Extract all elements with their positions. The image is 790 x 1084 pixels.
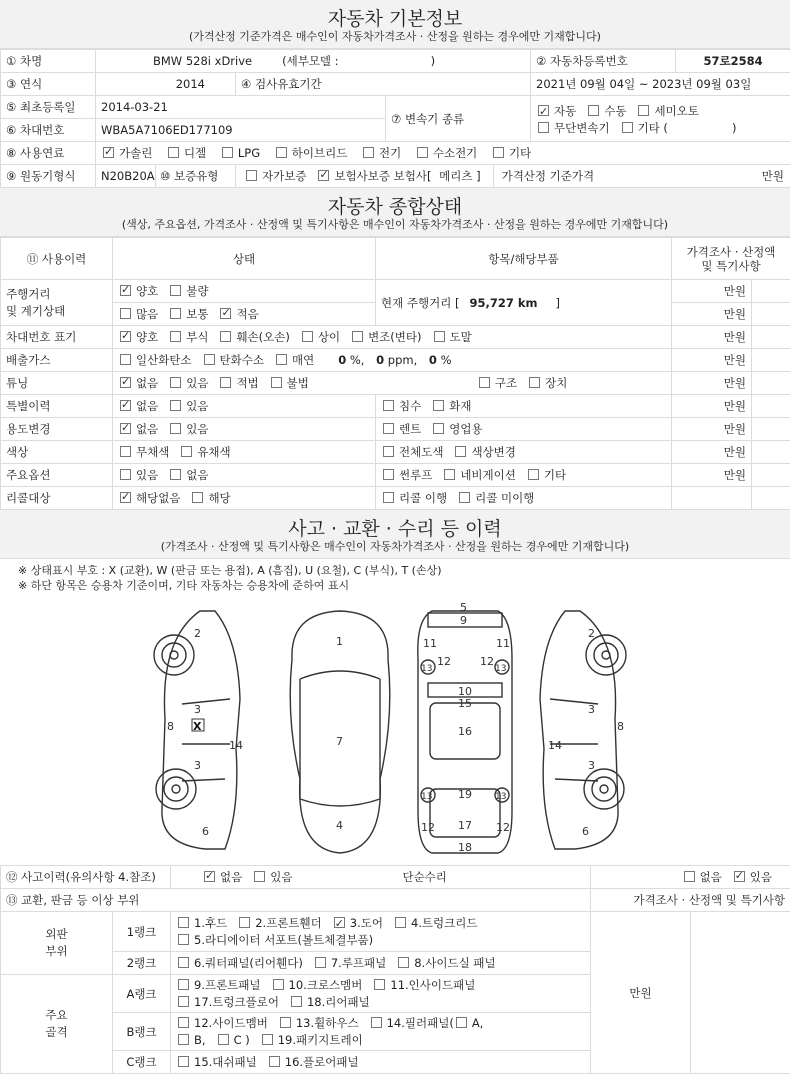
warranty-close: ]	[476, 169, 481, 183]
part11-label: 11.인사이드패널	[390, 977, 476, 992]
first-reg-label: ⑤ 최초등록일	[1, 96, 96, 119]
pillar-b-checkbox[interactable]	[178, 1034, 189, 1045]
main-label2: 골격	[45, 1025, 68, 1039]
svg-text:12: 12	[437, 655, 451, 668]
recall-done-checkbox[interactable]	[383, 492, 394, 503]
achromatic-label: 무채색	[136, 445, 170, 459]
special-none-checkbox[interactable]	[120, 400, 131, 411]
accident-subtitle: (가격조사 · 산정액 및 특기사항은 매수인이 자동차가격조사 · 산정을 원하는 경우에만 기재합니다)	[160, 540, 630, 553]
simple-repair-label: 단순수리	[402, 870, 447, 884]
accident-history-label: ⑫ 사고이력(유의사항 4.참조)	[1, 866, 171, 889]
recall-not-checkbox[interactable]	[459, 492, 470, 503]
chromatic-checkbox[interactable]	[181, 446, 192, 457]
mileage-normal-label: 보통	[186, 307, 209, 321]
usage-none-checkbox[interactable]	[120, 423, 131, 434]
mileage-few-checkbox[interactable]	[220, 308, 231, 319]
vin-diff-checkbox[interactable]	[302, 331, 313, 342]
mileage-close: ]	[555, 295, 560, 310]
navigation-label: 네비게이션	[460, 468, 516, 482]
trans-semi-label: 세미오토	[654, 103, 699, 118]
svg-text:1: 1	[336, 635, 343, 648]
svg-text:3: 3	[588, 703, 595, 716]
fuel-hydrogen-checkbox[interactable]	[417, 147, 428, 158]
options-none-label: 없음	[186, 468, 209, 482]
fuel-lpg-label: LPG	[237, 146, 261, 160]
fuel-other-label: 기타	[508, 146, 532, 160]
inspection-period: 2021년 09월 04일 ~ 2023년 09월 03일	[531, 73, 790, 96]
car-name: BMW 528i xDrive	[153, 54, 253, 68]
fuel-hybrid-checkbox[interactable]	[276, 147, 287, 158]
note-passenger: ※ 하단 항목은 승용차 기준이며, 기타 자동차는 승용차에 준하여 표시	[18, 579, 350, 592]
tuning-illegal-label: 불법	[286, 376, 309, 390]
svg-text:13: 13	[495, 792, 507, 802]
svg-text:9: 9	[460, 614, 467, 627]
co-checkbox[interactable]	[120, 354, 131, 365]
year: 2014	[96, 73, 236, 96]
pillar-a-checkbox[interactable]	[456, 1017, 467, 1028]
trans-other-checkbox[interactable]	[622, 122, 633, 133]
recall-not-label: 리콜 미이행	[475, 491, 535, 505]
warranty-self-label: 자가보증	[262, 169, 307, 183]
svg-text:14: 14	[548, 739, 562, 752]
part16-label: 16.플로어패널	[284, 1055, 359, 1069]
part7-label: 7.루프패널	[330, 956, 387, 970]
part18-checkbox[interactable]	[291, 996, 302, 1007]
note-symbols: ※ 상태표시 부호 : X (교환), W (판금 또는 용접), A (흠집), U (요철), C (부식), T (손상)	[18, 564, 442, 577]
mileage-label1: 주행거리	[6, 286, 51, 301]
svg-text:2: 2	[588, 627, 595, 640]
vin-diff-label: 상이	[317, 330, 341, 344]
mileage-many-label: 많음	[136, 307, 159, 321]
svg-text:11: 11	[496, 637, 510, 650]
svg-text:8: 8	[167, 720, 174, 733]
car-diagram	[0, 599, 790, 865]
part7-checkbox[interactable]	[315, 957, 326, 968]
price-unit: 만원	[761, 169, 785, 183]
status-notes	[0, 559, 790, 599]
part13-label: 13.휠하우스	[295, 1015, 359, 1030]
emission-unit-co: %,	[349, 353, 365, 367]
svg-text:5: 5	[460, 601, 467, 614]
part6-label: 6.쿼터패널(리어휀다)	[194, 956, 303, 970]
engine: N20B20A	[96, 165, 156, 187]
tuning-structure-label: 구조	[494, 376, 518, 390]
accident-exist-label: 있음	[270, 870, 293, 884]
part8-label: 8.사이드실 패널	[414, 956, 496, 970]
car-left-side-view	[154, 611, 243, 849]
tuning-device-checkbox[interactable]	[529, 377, 540, 388]
tuning-structure-checkbox[interactable]	[479, 377, 490, 388]
trans-cvt-label: 무단변속기	[554, 120, 610, 135]
reg-no: 57로2584	[676, 50, 790, 73]
svg-text:6: 6	[202, 825, 209, 838]
recall-done-label: 리콜 이행	[399, 491, 448, 505]
special-exist-label: 있음	[186, 399, 209, 413]
part17-checkbox[interactable]	[178, 996, 189, 1007]
svg-text:7: 7	[336, 735, 343, 748]
fuel-gasoline-label: 가솔린	[119, 146, 153, 160]
part12-checkbox[interactable]	[178, 1017, 189, 1028]
part16-checkbox[interactable]	[269, 1056, 280, 1067]
part6-checkbox[interactable]	[178, 957, 189, 968]
mileage-few-label: 적음	[236, 307, 259, 321]
detail-model-label: (세부모델 :	[282, 54, 339, 68]
flood-checkbox[interactable]	[383, 400, 394, 411]
part13-checkbox[interactable]	[280, 1017, 291, 1028]
part1-checkbox[interactable]	[178, 917, 189, 928]
vin-good-checkbox[interactable]	[120, 331, 131, 342]
part11-checkbox[interactable]	[374, 979, 385, 990]
part19-label: 19.패키지트레이	[277, 1032, 363, 1047]
warranty-insurance-checkbox[interactable]	[318, 170, 329, 181]
part15-checkbox[interactable]	[178, 1056, 189, 1067]
color-label: 색상	[1, 441, 113, 464]
svg-text:14: 14	[229, 739, 243, 752]
part10-label: 10.크로스멤버	[288, 977, 363, 992]
svg-text:12: 12	[496, 821, 510, 834]
svg-text:6: 6	[582, 825, 589, 838]
col-history: ⑪ 사용이력	[1, 238, 113, 280]
recall-none-label: 해당없음	[136, 491, 181, 505]
svg-text:12: 12	[421, 821, 435, 834]
mileage-bad-checkbox[interactable]	[170, 285, 181, 296]
col-items: 항목/해당부품	[376, 238, 672, 280]
color-change-checkbox[interactable]	[455, 446, 466, 457]
part9-checkbox[interactable]	[178, 979, 189, 990]
sunroof-label: 썬루프	[399, 468, 433, 482]
part10-checkbox[interactable]	[273, 979, 284, 990]
part17-label: 17.트렁크플로어	[194, 994, 279, 1009]
color-unit: 만원	[672, 441, 752, 464]
trans-manual-checkbox[interactable]	[588, 105, 599, 116]
svg-text:3: 3	[588, 759, 595, 772]
pillar-a-label: A,	[471, 1015, 484, 1030]
trans-cvt-checkbox[interactable]	[538, 122, 549, 133]
recall-yes-checkbox[interactable]	[192, 492, 203, 503]
year-label: ③ 연식	[1, 73, 96, 96]
fuel-diesel-label: 디젤	[183, 146, 207, 160]
part9-label: 9.프론트패널	[194, 977, 261, 992]
svg-text:13: 13	[495, 664, 507, 674]
options-unit: 만원	[672, 464, 752, 487]
trans-manual-label: 수동	[604, 103, 627, 118]
col-status: 상태	[113, 238, 376, 280]
part19-checkbox[interactable]	[262, 1034, 273, 1045]
emission-unit-smoke: %	[440, 353, 452, 367]
current-mileage: 95,727 km	[469, 295, 538, 310]
usage-unit: 만원	[672, 418, 752, 441]
accident-none-label: 없음	[220, 870, 243, 884]
part3-label: 3.도어	[349, 915, 383, 930]
vin-corrosion-checkbox[interactable]	[170, 331, 181, 342]
rankB-label: B랭크	[113, 1013, 171, 1051]
simple-repair-none-checkbox[interactable]	[684, 871, 695, 882]
special-unit: 만원	[672, 395, 752, 418]
pillar-b-label: B,	[194, 1032, 206, 1047]
emission-value-co: 0	[338, 353, 347, 367]
fire-label: 화재	[449, 399, 472, 413]
car-right-side-view	[540, 611, 626, 849]
warranty-label: ⑩ 보증유형	[156, 165, 236, 187]
achromatic-checkbox[interactable]	[120, 446, 131, 457]
svg-text:19: 19	[458, 788, 472, 801]
outer-label: 외판	[45, 927, 68, 941]
fuel-label: ⑧ 사용연료	[1, 142, 96, 165]
part2-checkbox[interactable]	[239, 917, 250, 928]
vin-theft-checkbox[interactable]	[434, 331, 445, 342]
fuel-diesel-checkbox[interactable]	[168, 147, 179, 158]
hc-label: 탄화수소	[219, 353, 264, 367]
business-checkbox[interactable]	[433, 423, 444, 434]
svg-text:15: 15	[458, 697, 472, 710]
main-label: 주요	[45, 1008, 68, 1022]
exchange-label: ⑬ 교환, 판금 등 이상 부위	[1, 889, 591, 912]
part8-checkbox[interactable]	[398, 957, 409, 968]
overall-title: 자동차 종합상태	[327, 196, 463, 218]
part4-label: 4.트렁크리드	[410, 915, 478, 930]
warranty-self-checkbox[interactable]	[246, 170, 257, 181]
vin-good-label: 양호	[136, 330, 159, 344]
svg-text:12: 12	[480, 655, 494, 668]
hc-checkbox[interactable]	[204, 354, 215, 365]
mileage-bad-label: 불량	[186, 284, 209, 298]
pillar-c-label: C )	[233, 1032, 250, 1047]
warranty-insurance-label: 보험사보증 보험사[	[334, 169, 432, 183]
basic-subtitle: (가격산정 기준가격은 매수인이 자동차가격조사 · 산정을 원하는 경우에만 기재합니다)	[189, 30, 601, 43]
pillar-c-checkbox[interactable]	[218, 1034, 229, 1045]
fuel-hydrogen-label: 수소전기	[432, 146, 478, 160]
mileage-normal-checkbox[interactable]	[170, 308, 181, 319]
flood-label: 침수	[399, 399, 422, 413]
simple-repair-none-label: 없음	[699, 870, 722, 884]
accident-exist-checkbox[interactable]	[254, 871, 265, 882]
accident-table	[0, 865, 790, 1074]
fuel-hybrid-label: 하이브리드	[291, 146, 348, 160]
usage-exist-checkbox[interactable]	[170, 423, 181, 434]
options-exist-label: 있음	[136, 468, 159, 482]
fuel-lpg-checkbox[interactable]	[222, 147, 233, 158]
part12-label: 12.사이드멤버	[194, 1015, 268, 1030]
full-paint-checkbox[interactable]	[383, 446, 394, 457]
tuning-none-label: 없음	[136, 376, 159, 390]
outer-label2: 부위	[45, 944, 68, 958]
svg-text:10: 10	[458, 685, 472, 698]
vin-label: ⑥ 차대번호	[1, 119, 96, 142]
recall-none-checkbox[interactable]	[120, 492, 131, 503]
svg-text:3: 3	[194, 703, 201, 716]
overall-subtitle: (색상, 주요옵션, 가격조사 · 산정액 및 특기사항은 매수인이 자동차가격조사 · 산정을 원하는 경우에만 기재합니다)	[121, 218, 669, 231]
navigation-checkbox[interactable]	[444, 469, 455, 480]
mileage-many-checkbox[interactable]	[120, 308, 131, 319]
tuning-exist-checkbox[interactable]	[170, 377, 181, 388]
fuel-gasoline-checkbox[interactable]	[103, 147, 114, 158]
svg-text:18: 18	[458, 841, 472, 854]
mileage-unit-2: 만원	[672, 303, 752, 326]
accident-header	[0, 510, 790, 559]
smoke-label: 매연	[291, 353, 315, 367]
col-price1: 가격조사 · 산정액	[686, 244, 776, 259]
col-price2: 및 특기사항	[701, 258, 761, 273]
options-none-checkbox[interactable]	[170, 469, 181, 480]
tuning-none-checkbox[interactable]	[120, 377, 131, 388]
basic-title: 자동차 기본정보	[327, 8, 463, 30]
part4-checkbox[interactable]	[395, 917, 406, 928]
co-label: 일산화탄소	[136, 353, 192, 367]
vin-mark-label: 차대번호 표기	[1, 326, 113, 349]
chromatic-label: 유채색	[197, 445, 231, 459]
part5-label: 5.라디에이터 서포트(볼트체결부품)	[194, 932, 374, 947]
mileage-good-label: 양호	[136, 284, 159, 298]
current-mileage-label: 현재 주행거리 [	[381, 295, 460, 310]
basic-header	[0, 0, 790, 49]
emission-value-smoke: 0	[428, 353, 437, 367]
trans-other-close: )	[731, 120, 737, 135]
vin-alter-label: 변조(변타)	[368, 330, 422, 344]
simple-repair-exist-checkbox[interactable]	[734, 871, 745, 882]
warranty-company: 메리츠	[439, 169, 473, 183]
vin-alter-checkbox[interactable]	[352, 331, 363, 342]
recall-yes-label: 해당	[208, 491, 231, 505]
tuning-device-label: 장치	[545, 376, 568, 390]
recall-label: 리콜대상	[1, 487, 113, 510]
other-option-checkbox[interactable]	[528, 469, 539, 480]
emission-unit: 만원	[672, 349, 752, 372]
svg-text:13: 13	[421, 792, 433, 802]
svg-text:2: 2	[194, 627, 201, 640]
accident-title: 사고 · 교환 · 수리 등 이력	[288, 518, 502, 540]
vin: WBA5A7106ED177109	[96, 119, 386, 142]
fire-checkbox[interactable]	[433, 400, 444, 411]
part2-label: 2.프론트휀더	[255, 915, 322, 930]
tuning-legal-checkbox[interactable]	[220, 377, 231, 388]
emission-value-hc: 0	[376, 353, 385, 367]
first-reg: 2014-03-21	[96, 96, 386, 119]
accident-price-label: 가격조사 · 산정액 및 특기사항	[591, 889, 790, 912]
mileage-good-checkbox[interactable]	[120, 285, 131, 296]
options-exist-checkbox[interactable]	[120, 469, 131, 480]
part14-label: 14.필러패널(	[386, 1015, 454, 1030]
simple-repair-exist-label: 있음	[749, 870, 773, 884]
smoke-checkbox[interactable]	[276, 354, 287, 365]
vin-damage-label: 훼손(오손)	[236, 330, 290, 344]
svg-text:11: 11	[423, 637, 437, 650]
other-option-label: 기타	[543, 468, 567, 482]
part18-label: 18.리어패널	[306, 994, 370, 1009]
fuel-other-checkbox[interactable]	[493, 147, 504, 158]
svg-text:3: 3	[194, 759, 201, 772]
accident-price-unit: 만원	[591, 912, 691, 1074]
tuning-unit: 만원	[672, 372, 752, 395]
special-label: 특별이력	[1, 395, 113, 418]
inspection-label: ④ 검사유효기간	[236, 73, 531, 96]
business-label: 영업용	[449, 422, 483, 436]
overall-table	[0, 237, 790, 510]
svg-text:4: 4	[336, 819, 343, 832]
vin-damage-checkbox[interactable]	[220, 331, 231, 342]
rankA-label: A랭크	[113, 975, 171, 1013]
svg-text:17: 17	[458, 819, 472, 832]
svg-text:8: 8	[617, 720, 624, 733]
fuel-electric-checkbox[interactable]	[363, 147, 374, 158]
part1-label: 1.후드	[194, 915, 228, 930]
usage-label: 용도변경	[1, 418, 113, 441]
tuning-exist-label: 있음	[186, 376, 209, 390]
vin-corrosion-label: 부식	[186, 330, 209, 344]
svg-text:16: 16	[458, 725, 472, 738]
vin-unit: 만원	[672, 326, 752, 349]
rent-label: 렌트	[399, 422, 422, 436]
car-name-label: ① 차명	[1, 50, 96, 73]
emission-unit-hc: ppm,	[387, 353, 418, 367]
part14-checkbox[interactable]	[371, 1017, 382, 1028]
rank1-label: 1랭크	[113, 912, 171, 952]
trans-semi-checkbox[interactable]	[638, 105, 649, 116]
reg-no-label: ② 자동차등록번호	[531, 50, 676, 73]
overall-header	[0, 188, 790, 237]
door-exchange-marker: X	[193, 720, 202, 733]
part15-label: 15.대쉬패널	[194, 1055, 257, 1069]
part3-checkbox[interactable]	[334, 917, 345, 928]
engine-label: ⑨ 원동기형식	[1, 165, 96, 188]
rank2-label: 2랭크	[113, 952, 171, 975]
tuning-legal-label: 적법	[236, 376, 259, 390]
svg-text:13: 13	[421, 664, 433, 674]
usage-none-label: 없음	[136, 422, 159, 436]
trans-auto-label: 자동	[554, 103, 577, 118]
car-frame-view	[418, 601, 512, 854]
car-top-view	[290, 611, 390, 853]
trans-other-label: 기타 (	[637, 120, 668, 135]
mileage-label2: 및 계기상태	[6, 303, 66, 318]
usage-exist-label: 있음	[186, 422, 209, 436]
price-label: 가격산정 기준가격	[493, 165, 663, 187]
accident-none-checkbox[interactable]	[204, 871, 215, 882]
tuning-label: 튜닝	[1, 372, 113, 395]
options-label: 주요옵션	[1, 464, 113, 487]
trans-auto-checkbox[interactable]	[538, 105, 549, 116]
special-none-label: 없음	[136, 399, 159, 413]
mileage-unit-1: 만원	[672, 280, 752, 303]
rent-checkbox[interactable]	[383, 423, 394, 434]
tuning-illegal-checkbox[interactable]	[271, 377, 282, 388]
special-exist-checkbox[interactable]	[170, 400, 181, 411]
basic-table	[0, 49, 790, 188]
rankC-label: C랭크	[113, 1051, 171, 1074]
transmission-label: ⑦ 변속기 종류	[386, 96, 531, 142]
sunroof-checkbox[interactable]	[383, 469, 394, 480]
fuel-electric-label: 전기	[378, 146, 402, 160]
part5-checkbox[interactable]	[178, 934, 189, 945]
color-change-label: 색상변경	[471, 445, 516, 459]
emission-label: 배출가스	[1, 349, 113, 372]
detail-model-close: )	[430, 54, 436, 68]
vin-theft-label: 도말	[449, 330, 472, 344]
full-paint-label: 전체도색	[399, 445, 444, 459]
